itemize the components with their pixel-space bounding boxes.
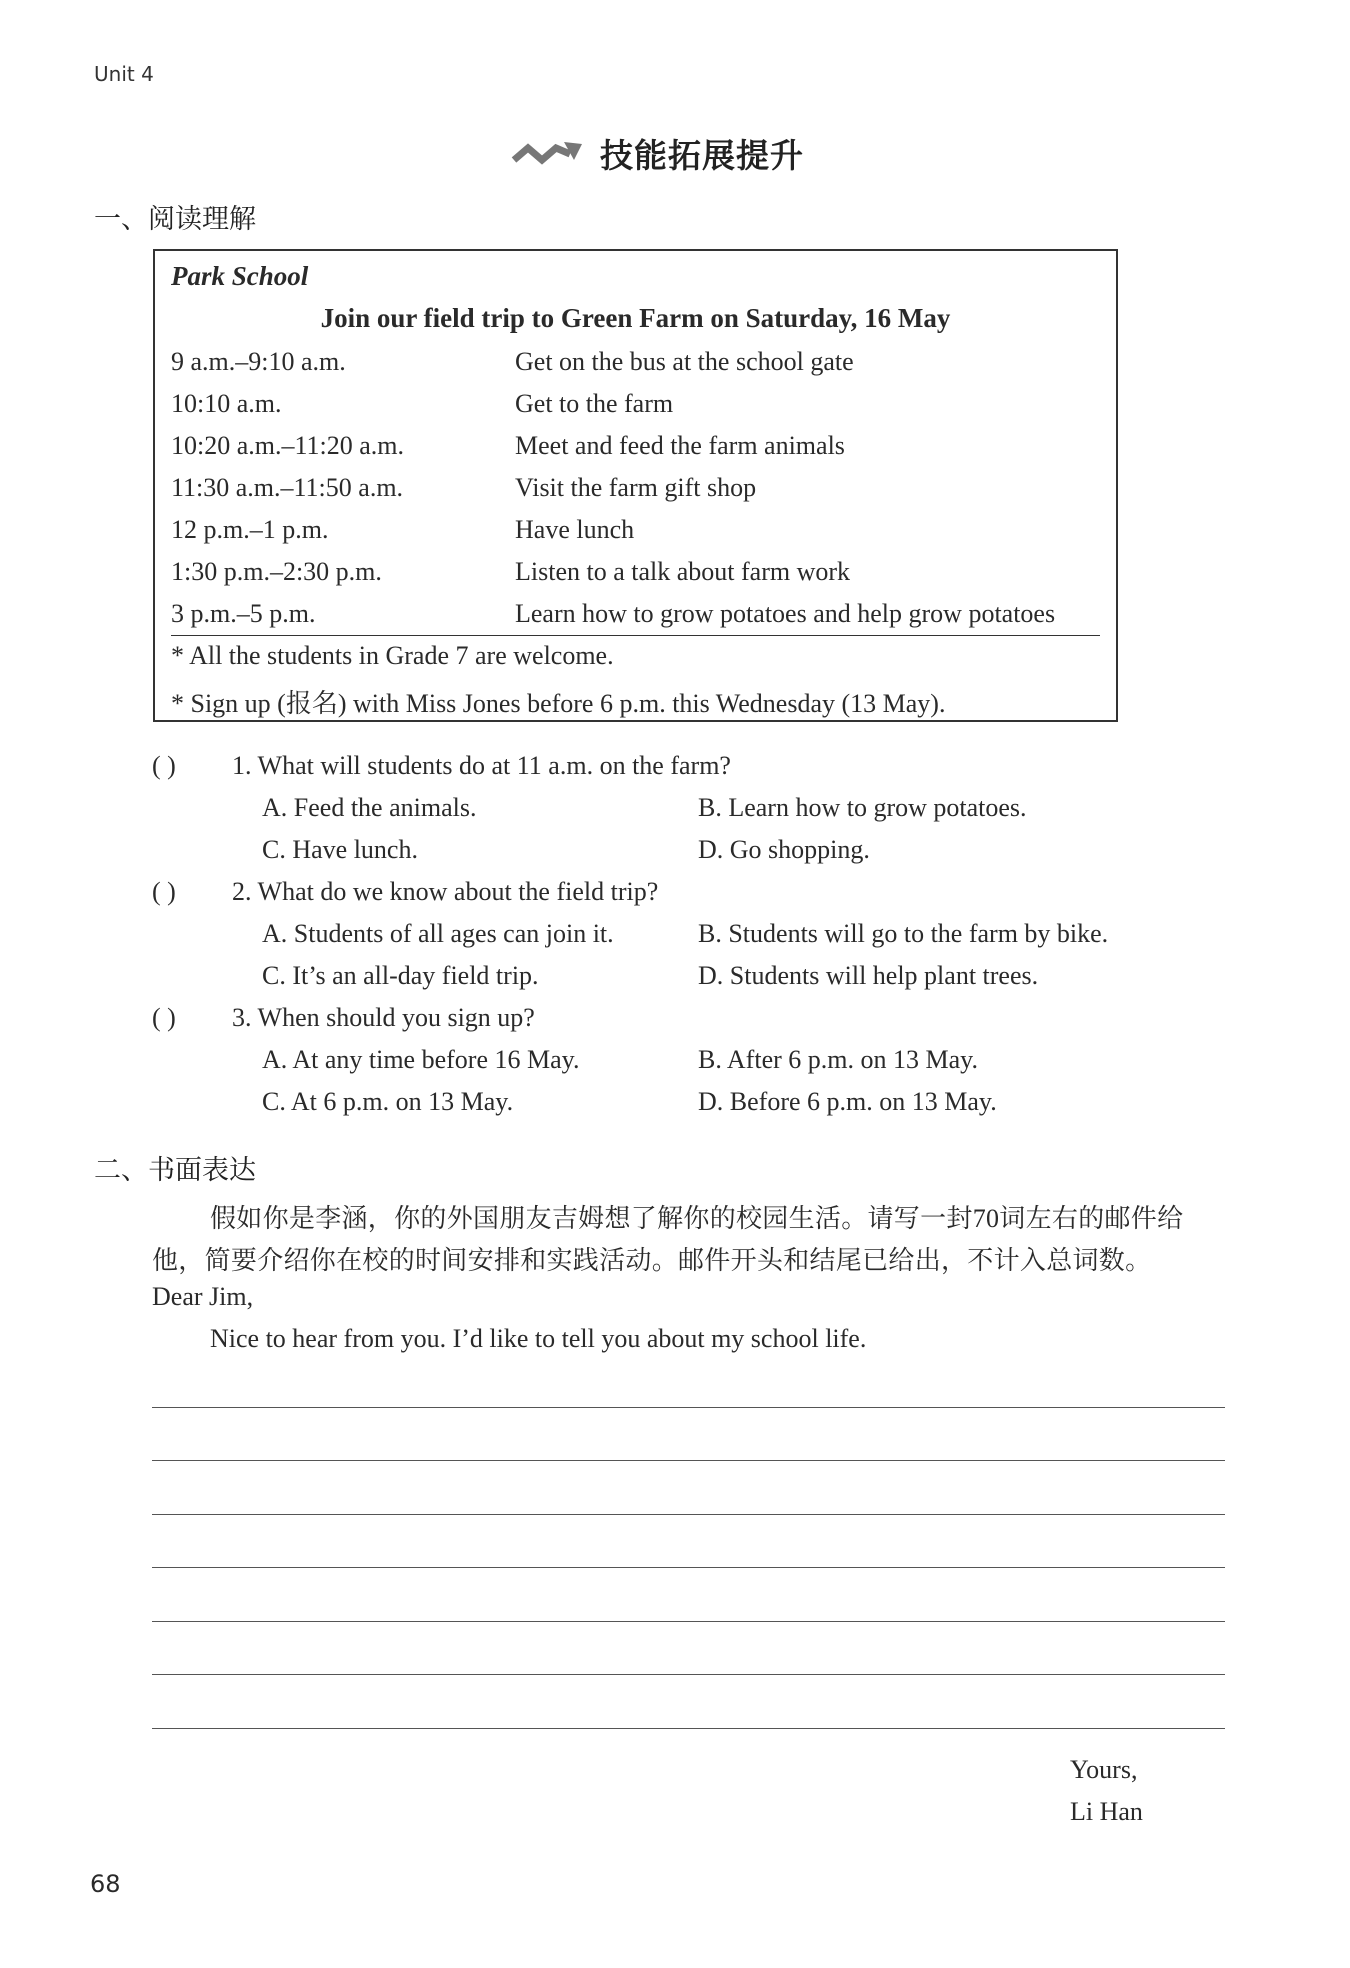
section-heading bbox=[510, 128, 804, 178]
page-number: 68 bbox=[90, 1870, 121, 1898]
question-text: 1. What will students do at 11 a.m. on the farm? bbox=[232, 751, 731, 780]
schedule-time: 9 a.m.–9:10 a.m. bbox=[171, 347, 346, 376]
schedule-time: 10:20 a.m.–11:20 a.m. bbox=[171, 431, 405, 460]
question-text: 2. What do we know about the field trip? bbox=[232, 877, 659, 906]
part1-title: 一、阅读理解 bbox=[94, 204, 256, 235]
schedule-time: 11:30 a.m.–11:50 a.m. bbox=[171, 473, 404, 502]
writing-line[interactable] bbox=[152, 1621, 1225, 1622]
letter-closing: Yours, bbox=[1070, 1755, 1138, 1784]
notice-note: * Sign up (报名) with Miss Jones before 6 p.m. this Wednesday (13 May). bbox=[171, 689, 946, 718]
option-b: B. After 6 p.m. on 13 May. bbox=[698, 1045, 978, 1074]
schedule-activity: Listen to a talk about farm work bbox=[515, 557, 851, 586]
schedule-activity: Meet and feed the farm animals bbox=[515, 431, 845, 460]
schedule-activity: Learn how to grow potatoes and help grow potatoes bbox=[515, 599, 1056, 628]
writing-line[interactable] bbox=[152, 1674, 1225, 1675]
schedule-activity: Get to the farm bbox=[515, 389, 674, 418]
section-title: 技能拓展提升 bbox=[600, 135, 804, 175]
answer-blank[interactable]: ( ) bbox=[152, 877, 176, 906]
part2-title: 二、书面表达 bbox=[94, 1155, 256, 1186]
writing-line[interactable] bbox=[152, 1460, 1225, 1461]
unit-label: Unit 4 bbox=[94, 62, 154, 86]
schedule-time: 10:10 a.m. bbox=[171, 389, 282, 418]
option-b: B. Learn how to grow potatoes. bbox=[698, 793, 1027, 822]
option-a: A. Students of all ages can join it. bbox=[262, 919, 614, 948]
letter-greeting: Dear Jim, bbox=[152, 1282, 254, 1311]
option-a: A. At any time before 16 May. bbox=[262, 1045, 580, 1074]
schedule-activity: Visit the farm gift shop bbox=[515, 473, 757, 502]
schedule-activity: Get on the bus at the school gate bbox=[515, 347, 854, 376]
notice-heading: Join our field trip to Green Farm on Saturday, 16 May bbox=[320, 303, 951, 333]
writing-line[interactable] bbox=[152, 1567, 1225, 1568]
answer-blank[interactable]: ( ) bbox=[152, 1003, 176, 1032]
trend-arrow-icon bbox=[510, 138, 582, 168]
option-b: B. Students will go to the farm by bike. bbox=[698, 919, 1109, 948]
answer-blank[interactable]: ( ) bbox=[152, 751, 176, 780]
schedule-time: 3 p.m.–5 p.m. bbox=[171, 599, 316, 628]
schedule-activity: Have lunch bbox=[515, 515, 635, 544]
option-d: D. Before 6 p.m. on 13 May. bbox=[698, 1087, 997, 1116]
notice-note: * All the students in Grade 7 are welcome. bbox=[171, 641, 614, 670]
letter-signature: Li Han bbox=[1070, 1797, 1143, 1826]
schedule-time: 12 p.m.–1 p.m. bbox=[171, 515, 329, 544]
writing-line[interactable] bbox=[152, 1514, 1225, 1515]
writing-prompt-line: 假如你是李涵，你的外国朋友吉姆想了解你的校园生活。请写一封70词左右的邮件给 bbox=[210, 1204, 1184, 1233]
question-text: 3. When should you sign up? bbox=[232, 1003, 535, 1032]
schedule-time: 1:30 p.m.–2:30 p.m. bbox=[171, 557, 382, 586]
option-d: D. Students will help plant trees. bbox=[698, 961, 1039, 990]
notice-school-name: Park School bbox=[171, 261, 309, 291]
option-d: D. Go shopping. bbox=[698, 835, 870, 864]
schedule-divider bbox=[171, 635, 1100, 636]
writing-line[interactable] bbox=[152, 1407, 1225, 1408]
option-a: A. Feed the animals. bbox=[262, 793, 477, 822]
option-c: C. It’s an all-day field trip. bbox=[262, 961, 539, 990]
letter-opening: Nice to hear from you. I’d like to tell you about my school life. bbox=[210, 1324, 867, 1353]
notice-box bbox=[153, 249, 1118, 722]
writing-line[interactable] bbox=[152, 1728, 1225, 1729]
option-c: C. At 6 p.m. on 13 May. bbox=[262, 1087, 514, 1116]
writing-prompt-line: 他，简要介绍你在校的时间安排和实践活动。邮件开头和结尾已给出，不计入总词数。 bbox=[152, 1246, 1152, 1275]
option-c: C. Have lunch. bbox=[262, 835, 418, 864]
